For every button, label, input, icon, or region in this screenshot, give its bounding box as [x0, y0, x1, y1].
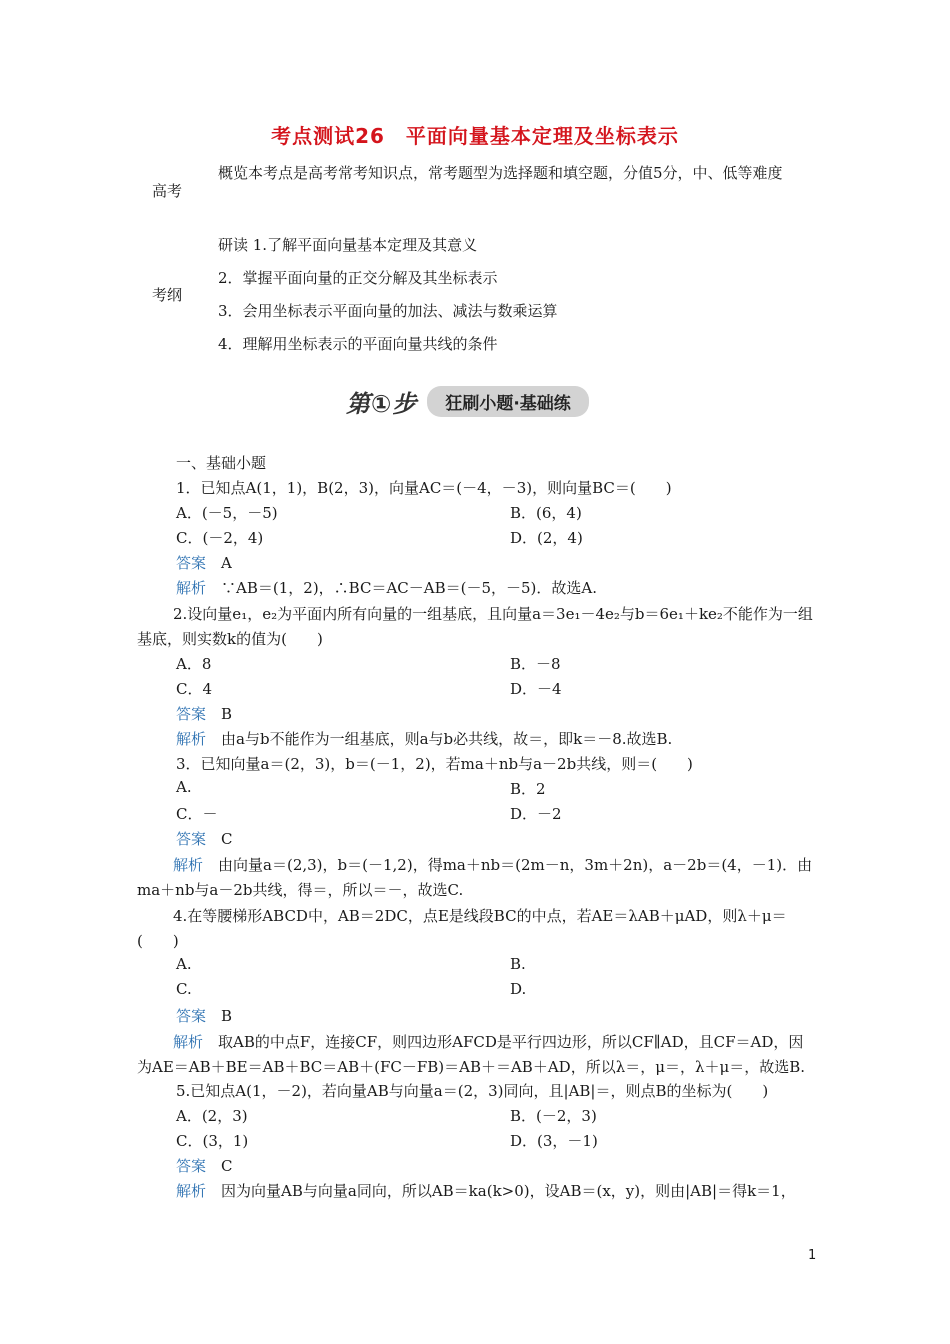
page-number: 1	[808, 1248, 817, 1263]
q4-option-a: A.	[176, 955, 192, 973]
q1-analysis: ∵AB＝(1，2)，∴BC＝AC－AB＝(－5，－5)．故选A.	[221, 579, 598, 597]
q3-stem: 3．已知向量a＝(2，3)，b＝(－1，2)，若ma＋nb与a－2b共线，则＝( )	[176, 755, 693, 773]
q5-option-a: A．(2，3)	[176, 1107, 248, 1125]
q1-stem: 1．已知点A(1，1)，B(2，3)，向量AC＝(－4，－3)，则向量BC＝( )	[176, 479, 672, 497]
q1-option-b: B．(6，4)	[510, 504, 582, 522]
analysis-label: 解析	[176, 579, 207, 597]
q5-answer: C	[221, 1157, 233, 1175]
page-title: 考点测试26 平面向量基本定理及坐标表示	[271, 124, 679, 148]
q3-option-a: A.	[176, 778, 192, 796]
q4-stem: 4.在等腰梯形ABCD中，AB＝2DC，点E是线段BC的中点，若AE＝λAB＋μAD，则λ＋μ＝( )	[137, 907, 787, 950]
q1-answer-row	[176, 552, 232, 573]
q2-option-d: D．－4	[510, 680, 562, 698]
answer-label: 答案	[176, 830, 207, 848]
q4-answer: B	[221, 1007, 233, 1025]
q4-option-b: B.	[510, 955, 526, 973]
answer-label: 答案	[176, 705, 207, 723]
q4-analysis: 取AB的中点F，连接CF，则四边形AFCD是平行四边形，所以CF∥AD，且CF＝AD，因为AE＝AB＋BE＝AB＋BC＝AB＋(FC－FB)＝AB＋＝AB＋AD，所以λ＝，μ＝，λ＋μ＝，故选B.	[137, 1033, 805, 1076]
q4-option-c: C.	[176, 980, 192, 998]
q5-analysis-row	[176, 1180, 796, 1201]
q1-analysis-row	[176, 577, 597, 598]
q3-analysis-row	[137, 853, 815, 903]
q5-option-d: D．(3，－1)	[510, 1132, 598, 1150]
answer-label: 答案	[176, 1157, 207, 1175]
q3-option-b: B．2	[510, 780, 546, 798]
q2-option-b: B．－8	[510, 655, 561, 673]
analysis-label: 解析	[176, 1182, 207, 1200]
q3-answer-row	[176, 828, 233, 849]
q2-answer-row	[176, 703, 232, 724]
q2-analysis: 由a与b不能作为一组基底，则a与b必共线，故＝，即k＝－8.故选B.	[221, 730, 673, 748]
answer-label: 答案	[176, 1007, 207, 1025]
analysis-label: 解析	[173, 856, 204, 874]
banner-tag: 狂刷小题·基础练	[427, 386, 588, 417]
q1-option-d: D．(2，4)	[510, 529, 583, 547]
q5-answer-row	[176, 1155, 233, 1176]
q2-answer: B	[221, 705, 233, 723]
q5-analysis: 因为向量AB与向量a同向，所以AB＝ka(k>0)，设AB＝(x，y)，则由|AB|＝得k＝1，	[221, 1182, 796, 1200]
q4-answer-row	[176, 1005, 232, 1026]
q1-answer: A	[221, 554, 232, 572]
q2-analysis-row	[176, 728, 672, 749]
q5-option-c: C．(3，1)	[176, 1132, 249, 1150]
q3-option-d: D．－2	[510, 805, 562, 823]
q2-stem: 2.设向量e₁，e₂为平面内所有向量的一组基底，且向量a＝3e₁－4e₂与b＝6e₁＋ke₂不能作为一组基底，则实数k的值为( )	[137, 605, 813, 648]
q5-stem: 5.已知点A(1，－2)，若向量AB与向量a＝(2，3)同向，且|AB|＝，则点B的坐标为( )	[176, 1082, 769, 1100]
analysis-label: 解析	[176, 730, 207, 748]
answer-label: 答案	[176, 554, 207, 572]
goal-1: 研读 1.了解平面向量基本定理及其意义	[218, 236, 478, 254]
section-title: 一、基础小题	[176, 454, 267, 472]
sidebar-kaogang: 考纲	[152, 286, 183, 304]
goal-4: 4．理解用坐标表示的平面向量共线的条件	[218, 335, 498, 353]
q5-option-b: B．(－2，3)	[510, 1107, 597, 1125]
q1-option-c: C．(－2，4)	[176, 529, 264, 547]
q3-option-c: C．－	[176, 805, 218, 823]
step-banner	[346, 384, 589, 418]
analysis-label: 解析	[173, 1033, 204, 1051]
banner-step: 第①步	[346, 389, 418, 418]
q2-option-a: A．8	[176, 655, 212, 673]
goal-3: 3．会用坐标表示平面向量的加法、减法与数乘运算	[218, 302, 558, 320]
q2-option-c: C．4	[176, 680, 213, 698]
sidebar-gaokao: 高考	[152, 182, 183, 200]
q3-analysis: 由向量a＝(2,3)，b＝(－1,2)，得ma＋nb＝(2m－n，3m＋2n)，a－2b＝(4，－1)．由ma＋nb与a－2b共线，得＝，所以＝－，故选C.	[137, 856, 813, 899]
q4-analysis-row	[137, 1030, 815, 1080]
q4-option-d: D.	[510, 980, 527, 998]
q3-answer: C	[221, 830, 233, 848]
q1-option-a: A．(－5，－5)	[176, 504, 278, 522]
overview-text: 概览本考点是高考常考知识点，常考题型为选择题和填空题，分值5分，中、低等难度	[218, 164, 783, 182]
goal-2: 2．掌握平面向量的正交分解及其坐标表示	[218, 269, 498, 287]
